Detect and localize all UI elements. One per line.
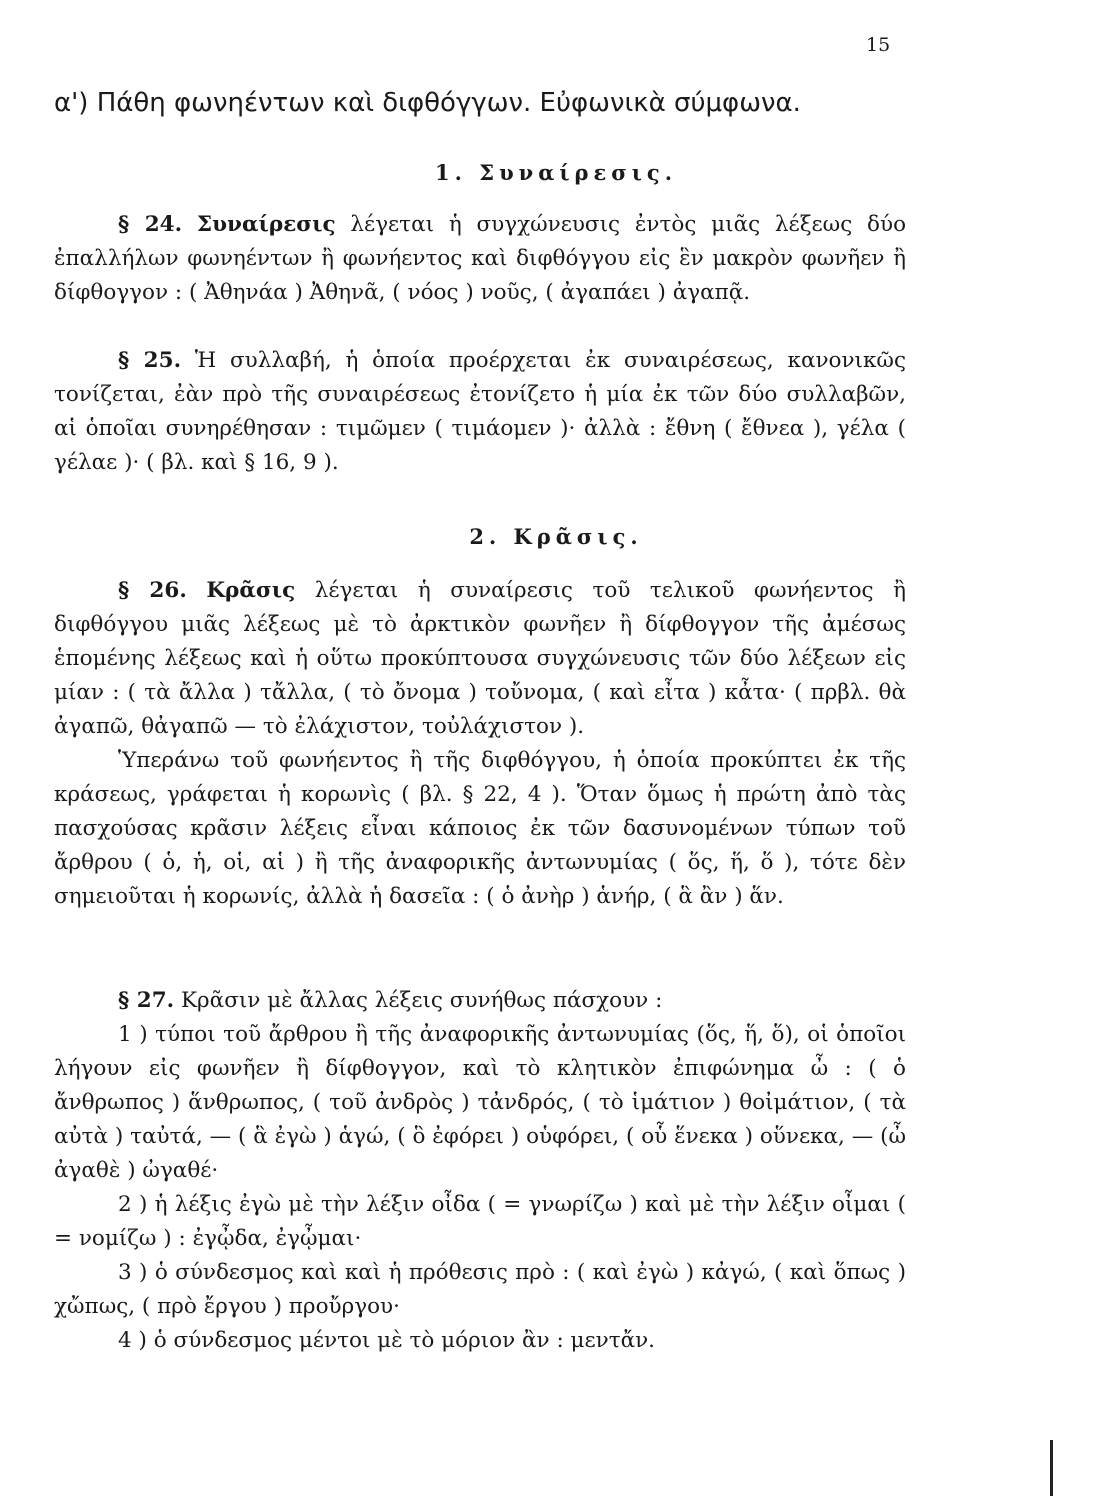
paragraph-25-number: § 25. <box>118 348 182 373</box>
paragraph-26-term: Κρᾶσις <box>206 578 296 603</box>
paragraph-25-text: Ἡ συλλαβή, ἡ ὁποία προέρχεται ἐκ συναιρέσεως, κανονικῶς τονίζεται, ἐὰν πρὸ τῆς συναιρέσεως ἐτονίζετο ἡ μία ἐκ τῶν δύο συλλαβῶν, αἱ ὁποῖαι συνηρέθησαν : τιμῶμεν ( τιμάομεν )· ἀλλὰ : ἔθνη ( ἔθνεα ), γέλα ( γέλαε )· ( βλ. καὶ § 16, 9 ). <box>54 348 906 475</box>
section-title-krasis: 2. Κρᾶσις. <box>469 524 643 549</box>
list-item: 2 ) ἡ λέξις ἐγὼ μὲ τὴν λέξιν οἶδα ( = γνωρίζω ) καὶ μὲ τὴν λέξιν οἶμαι ( = νομίζω ) : ἐγᾦδα, ἐγᾦμαι· <box>54 1192 906 1251</box>
paragraph-27-number: § 27. <box>118 988 175 1013</box>
paragraph-26 <box>54 574 906 914</box>
paragraph-26-continuation: Ὑπεράνω τοῦ φωνήεντος ἢ τῆς διφθόγγου, ἡ ὁποία προκύπτει ἐκ τῆς κράσεως, γράφεται ἡ κορωνὶς ( βλ. § 22, 4 ). Ὅταν ὅμως ἡ πρώτη ἀπὸ τὰς πασχούσας κρᾶσιν λέξεις εἶναι κάποιος ἐκ τῶν δασυνομένων τύπων τοῦ ἄρθρου ( ὁ, ἡ, οἱ, αἱ ) ἢ τῆς ἀναφορικῆς ἀντωνυμίας ( ὅς, ἥ, ὅ ), τότε δὲν σημειοῦται ἡ κορωνίς, ἀλλὰ ἡ δασεῖα : ( ὁ ἀνὴρ ) ἁνήρ, ( ἃ ἂν ) ἅν. <box>54 748 906 909</box>
chapter-heading: α') Πάθη φωνηέντων καὶ διφθόγγων. Εὐφωνικὰ σύμφωνα. <box>54 88 801 118</box>
section-title-synairesis: 1. Συναίρεσις. <box>434 160 678 185</box>
paragraph-24-number: § 24. <box>118 212 183 237</box>
paragraph-24 <box>54 208 906 310</box>
paragraph-26-number: § 26. <box>118 578 187 603</box>
paragraph-25 <box>54 344 906 480</box>
list-item: 3 ) ὁ σύνδεσμος καὶ καὶ ἡ πρόθεσις πρὸ : ( καὶ ἐγὼ ) κἀγώ, ( καὶ ὅπως ) χὤπως, ( πρὸ ἔργου ) προὔργου· <box>54 1260 906 1319</box>
list-item: 4 ) ὁ σύνδεσμος μέντοι μὲ τὸ μόριον ἂν : μεντἄν. <box>118 1328 656 1353</box>
scan-margin-line <box>1050 1440 1053 1496</box>
paragraph-27-intro: Κρᾶσιν μὲ ἄλλας λέξεις συνήθως πάσχουν : <box>174 988 663 1013</box>
list-item: 1 ) τύποι τοῦ ἄρθρου ἢ τῆς ἀναφορικῆς ἀντωνυμίας (ὅς, ἥ, ὅ), οἱ ὁποῖοι λήγουν εἰς φωνῆεν ἢ δίφθογγον, καὶ τὸ κλητικὸν ἐπιφώνημα ὦ : ( ὁ ἄνθρωπος ) ἅνθρωπος, ( τοῦ ἀνδρὸς ) τἀνδρός, ( τὸ ἱμάτιον ) θοἰμάτιον, ( τὰ αὐτὰ ) ταὐτά, — ( ἃ ἐγὼ ) ἁγώ, ( ὃ ἐφόρει ) οὑφόρει, ( οὗ ἕνεκα ) οὕνεκα, — (ὦ ἀγαθὲ ) ὠγαθέ· <box>54 1022 906 1183</box>
paragraph-24-text: λέγεται ἡ συγχώνευσις ἐντὸς μιᾶς λέξεως δύο ἐπαλλήλων φωνηέντων ἢ φωνήεντος καὶ διφθόγγου εἰς ἓν μακρὸν φωνῆεν ἢ δίφθογγον : ( Ἀθηνάα ) Ἀθηνᾶ, ( νόος ) νοῦς, ( ἀγαπάει ) ἀγαπᾷ. <box>54 212 907 305</box>
paragraph-26-text: λέγεται ἡ συναίρεσις τοῦ τελικοῦ φωνήεντος ἢ διφθόγγου μιᾶς λέξεως μὲ τὸ ἀρκτικὸν φωνῆεν ἢ δίφθογγον τῆς ἀμέσως ἑπομένης λέξεως καὶ ἡ οὕτω προκύπτουσα συγχώνευσις τῶν δύο λέξεων εἰς μίαν : ( τὰ ἄλλα ) τἄλλα, ( τὸ ὄνομα ) τοὔνομα, ( καὶ εἶτα ) κἆτα· ( πρβλ. θὰ ἀγαπῶ, θἀγαπῶ — τὸ ἐλάχιστον, τοὐλάχιστον ). <box>54 578 907 739</box>
page-number: 15 <box>866 34 891 56</box>
paragraph-24-term: Συναίρεσις <box>196 212 336 237</box>
paragraph-27 <box>54 984 906 1358</box>
